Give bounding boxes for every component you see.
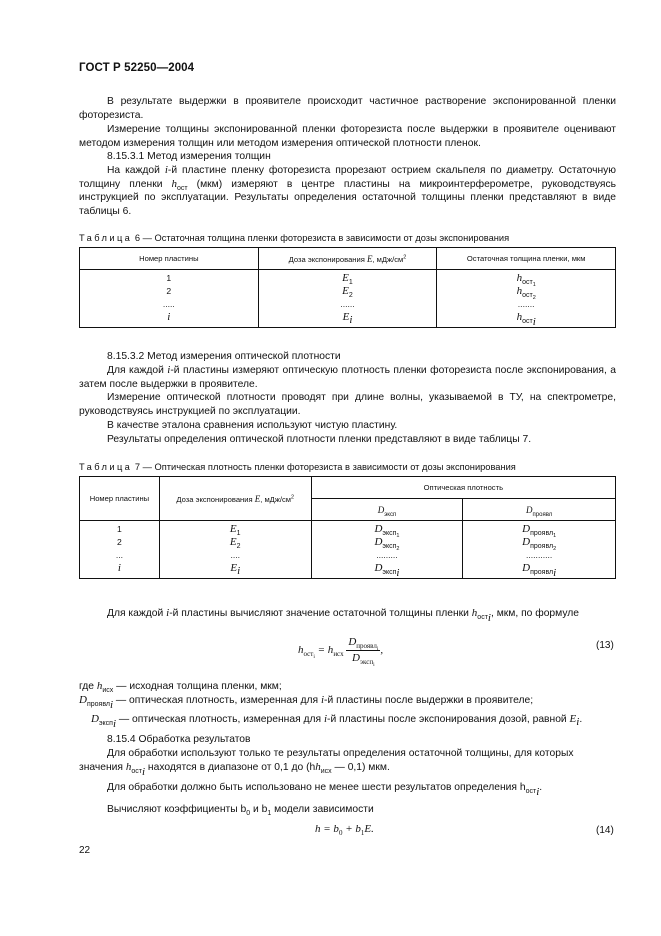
table-header-cell: Остаточная толщина пленки, мкм: [437, 248, 616, 270]
table-row: 1 $E_1$ $D_{эксп_1}$ $D_{проявл_1}$: [80, 521, 616, 537]
section-heading: 8.15.3.1 Метод измерения толщин: [107, 151, 271, 162]
paragraph: Для обработки используют только те результаты определения остаточной толщины, для которых: [107, 748, 574, 759]
equation-number: (13): [596, 640, 614, 651]
section-heading: 8.15.3.2 Метод измерения оптической плотности: [107, 351, 341, 362]
table-header-cell: Доза экспонирования E, мДж/$см^2$: [258, 248, 437, 270]
paragraph: значения $h_{ост_i}$ находятся в диапазоне от 0,1 до ($hh_{исх}$ — 0,1) мкм.: [79, 761, 390, 778]
paragraph: На каждой i-й пластине пленку фоторезиста прорезают острием скальпеля по диаметру. Остаточную толщину пленки $h_{ост}$ (мкм) измеряют в центре пластины на микроинтерферометре, руководствуясь инструкцией по эксплуатации. Результаты определения остаточной толщины пленки представляют в виде таблицы 6.: [79, 164, 617, 217]
table-caption: Таблица 6 — Остаточная толщина пленки фоторезиста в зависимости от дозы экспонирования: [79, 233, 510, 243]
table-row: 1 $E_1$ $h_{ост_1}$: [80, 270, 616, 286]
paragraph: Для обработки должно быть использовано не менее шести результатов определения $h_{ост_i}$.: [107, 782, 543, 798]
where-line: $D_{эксп_i}$ — оптическая плотность, измеренная для i-й пластины после экспонирования дозой, равной $E_i$.: [91, 713, 583, 730]
table-row: i $E_i$ $D_{эксп_i}$ $D_{проявл_i}$: [80, 562, 616, 579]
equation-number: (14): [596, 825, 614, 836]
paragraph: Результаты определения оптической плотности пленки представляют в виде таблицы 7.: [107, 434, 532, 445]
table-caption: Таблица 7 — Оптическая плотность пленки фоторезиста в зависимости от дозы экспонирования: [79, 462, 516, 472]
paragraph: Для каждой i-й пластины измеряют оптическую плотность пленки фоторезиста после экспонирования, а затем после выдержки в проявителе.: [79, 364, 616, 390]
table-6: [79, 247, 616, 328]
table-header-cell: Номер пластины: [80, 248, 259, 270]
formula-14: $h = b_0 + b_1E$.: [315, 823, 374, 837]
where-line: $D_{проявл_i}$ — оптическая плотность, измеренная для i-й пластины после выдержки в проявителе;: [79, 694, 534, 711]
table-row: ..... ...... .......: [80, 298, 616, 311]
table-7: [79, 476, 616, 579]
paragraph: Вычисляют коэффициенты $b_0$ и $b_1$ модели зависимости: [107, 804, 374, 817]
table-header-cell: Номер пластины: [80, 477, 160, 521]
formula-13: $h_{ост_i} = h_{исх}$ $\frac{D_{проявл_i}}{D_{эксп_i}}$ ,: [298, 636, 384, 668]
paragraph: В результате выдержки в проявителе происходит частичное растворение экспонированной пленки фоторезиста.: [79, 96, 616, 121]
table-row: 2 $E_2$ $h_{ост_2}$: [80, 285, 616, 298]
paragraph: Для каждой i-й пластины вычисляют значение остаточной толщины пленки $h_{ост_i}$, мкм, по формуле: [107, 607, 580, 624]
paragraph: В качестве эталона сравнения используют чистую пластину.: [107, 420, 398, 431]
where-line: где $h_{исх}$ — исходная толщина пленки, мкм;: [79, 680, 282, 694]
table-header-cell: $D_{эксп}$: [311, 499, 463, 521]
table-header-cell: Оптическая плотность: [311, 477, 615, 499]
table-row: ... .... ......... ...........: [80, 549, 616, 562]
document-header: ГОСТ Р 52250—2004: [79, 62, 195, 74]
section-heading: 8.15.4 Обработка результатов: [107, 734, 251, 745]
page-number: 22: [79, 845, 91, 856]
table-row: 2 $E_2$ $D_{эксп_2}$ $D_{проявл_2}$: [80, 536, 616, 549]
table-row: i $E_i$ $h_{ост_i}$: [80, 311, 616, 328]
paragraph: Измерение оптической плотности проводят при длине волны, указываемой в ТУ, на спектрометре, руководствуясь инструкцией по эксплуатации.: [79, 392, 616, 417]
table-header-cell: Доза экспонирования E, мДж/$см^2$: [159, 477, 311, 521]
paragraph: Измерение толщины экспонированной пленки фоторезиста после выдержки в проявителе оценивают методом измерения толщин или методом измерения оптической плотности пленок.: [79, 124, 616, 149]
table-header-cell: $D_{проявл}$: [463, 499, 616, 521]
